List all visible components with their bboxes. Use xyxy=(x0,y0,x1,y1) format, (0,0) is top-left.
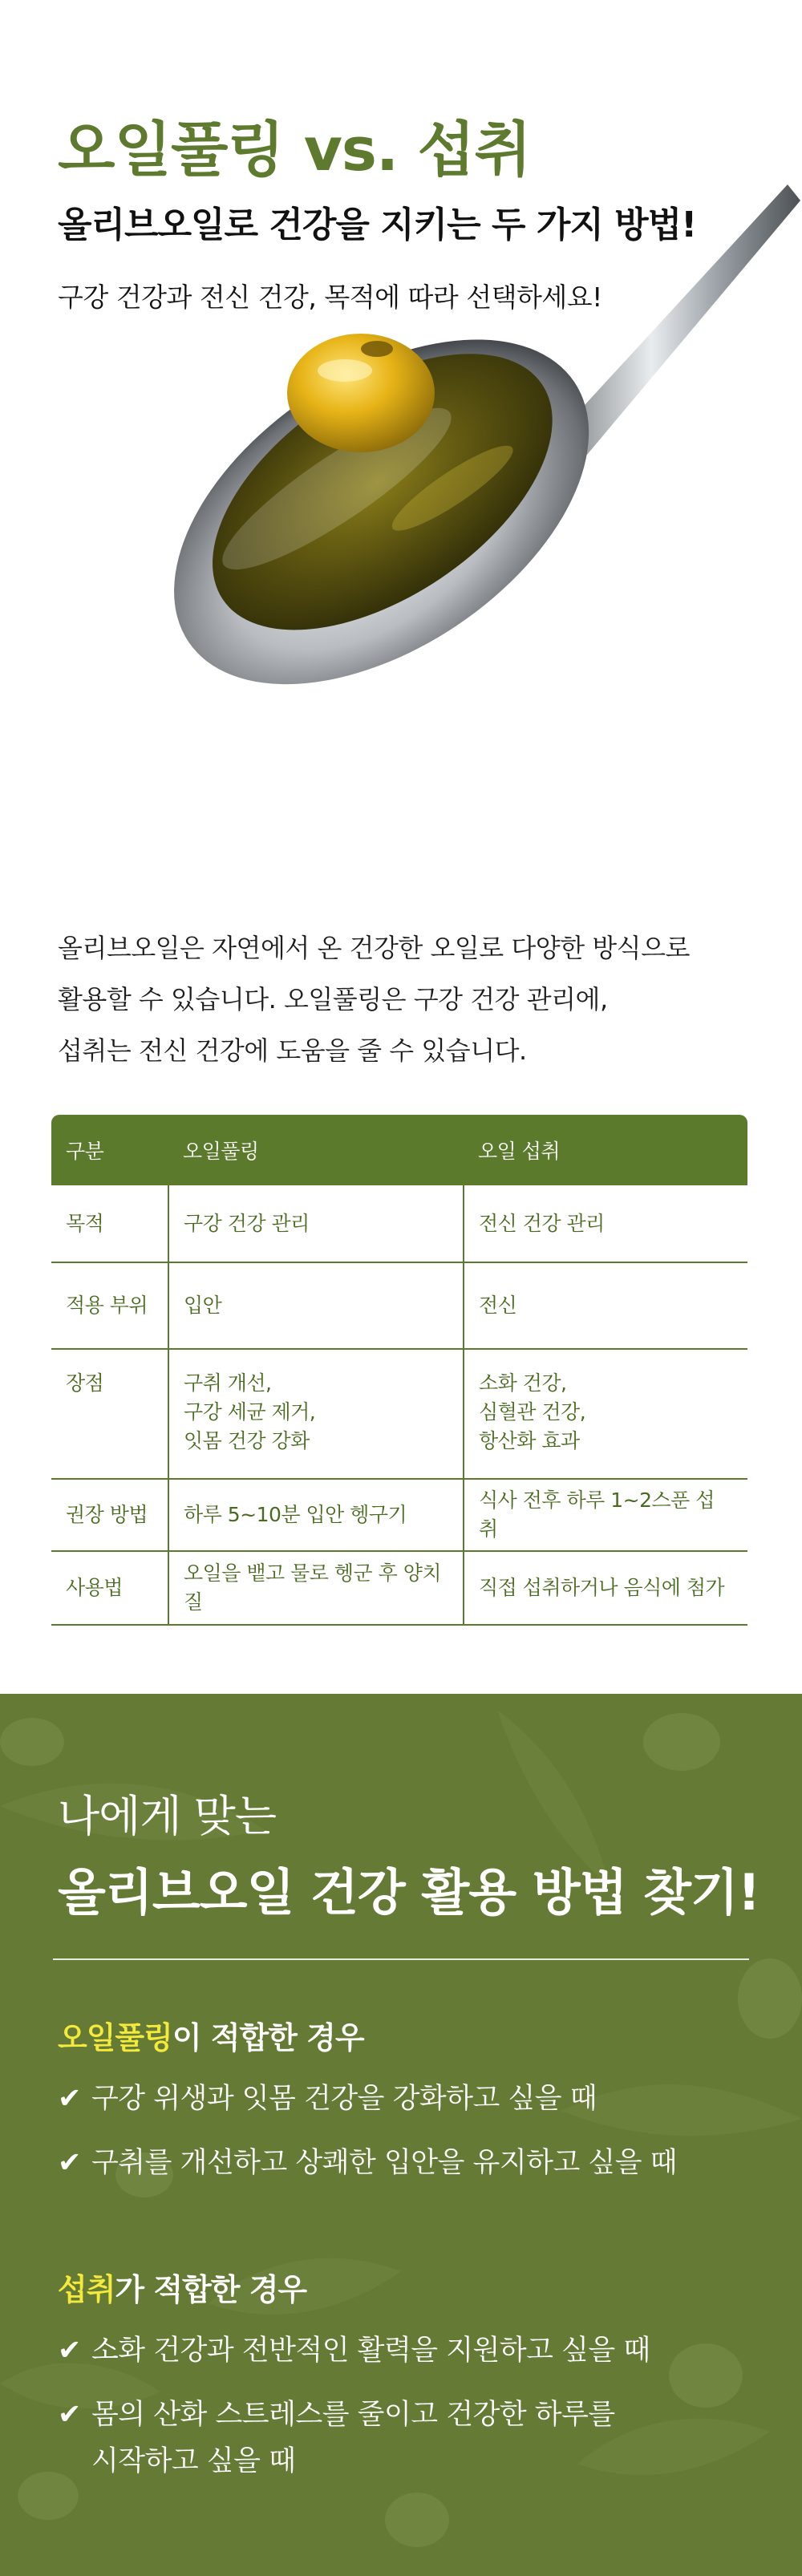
list-item-line: 몸의 산화 스트레스를 줄이고 건강한 하루를 xyxy=(91,2399,615,2431)
pulling-cell: 오일을 뱉고 물로 헹군 후 양치질 xyxy=(168,1551,464,1625)
table-row xyxy=(51,1185,747,1262)
list-item-text: 구취를 개선하고 상쾌한 입안을 유지하고 싶을 때 xyxy=(91,2147,677,2179)
table-row xyxy=(51,1479,747,1551)
intake-case-heading xyxy=(58,2265,306,2309)
lead-text: 구강 건강과 전신 건강, 목적에 따라 선택하세요! xyxy=(58,281,602,313)
pulling-heading-rest: 이 적합한 경우 xyxy=(172,2020,364,2056)
intake-cell: 직접 섭취하거나 음식에 첨가 xyxy=(464,1551,747,1625)
pulling-cell: 하루 5~10분 입안 헹구기 xyxy=(168,1479,464,1551)
pulling-highlight: 오일풀링 xyxy=(58,2020,172,2056)
comparison-table xyxy=(51,1115,747,1626)
cell-line: 소화 건강, xyxy=(479,1371,567,1395)
intake-cell: 식사 전후 하루 1~2스푼 섭취 xyxy=(464,1479,747,1551)
cell-line: 항산화 효과 xyxy=(479,1429,580,1452)
header-oil-pulling: 오일풀링 xyxy=(168,1115,464,1185)
list-item xyxy=(58,2327,650,2374)
cell-line: 심혈관 건강, xyxy=(479,1400,586,1424)
row-label: 장점 xyxy=(51,1349,168,1479)
cell-line: 구강 세균 제거, xyxy=(184,1400,316,1424)
page-title: 오일풀링 vs. 섭취 xyxy=(58,115,531,184)
table-header-row xyxy=(51,1115,747,1185)
divider xyxy=(53,1958,749,1960)
intake-cell: 전신 건강 관리 xyxy=(464,1185,747,1262)
row-label: 적용 부위 xyxy=(51,1262,168,1349)
check-icon: ✔ xyxy=(58,2083,81,2115)
check-icon: ✔ xyxy=(58,2335,81,2367)
intake-heading-rest: 가 적합한 경우 xyxy=(115,2272,307,2307)
table-row xyxy=(51,1551,747,1625)
check-icon: ✔ xyxy=(58,2147,81,2179)
description-line: 섭취는 전신 건강에 도움을 줄 수 있습니다. xyxy=(58,1035,527,1066)
guide-title-line2: 올리브오일 건강 활용 방법 찾기! xyxy=(58,1863,760,1922)
row-label: 사용법 xyxy=(51,1551,168,1625)
guide-section xyxy=(0,1694,802,2576)
list-item-text: 구강 위생과 잇몸 건강을 강화하고 싶을 때 xyxy=(91,2083,597,2115)
pulling-cell: 구강 건강 관리 xyxy=(168,1185,464,1262)
list-item-text: 소화 건강과 전반적인 활력을 지원하고 싶을 때 xyxy=(91,2335,650,2367)
description-line: 활용할 수 있습니다. 오일풀링은 구강 건강 관리에, xyxy=(58,984,608,1015)
header-category: 구분 xyxy=(51,1115,168,1185)
table-row xyxy=(51,1262,747,1349)
list-item-text xyxy=(91,2392,615,2485)
description-line: 올리브오일은 자연에서 온 건강한 오일로 다양한 방식으로 xyxy=(58,933,690,963)
list-item xyxy=(58,2140,677,2186)
table-row xyxy=(51,1349,747,1479)
row-label: 권장 방법 xyxy=(51,1479,168,1551)
description-paragraph xyxy=(58,922,764,1076)
check-icon: ✔ xyxy=(58,2399,81,2431)
intake-cell: 전신 xyxy=(464,1262,747,1349)
list-item-line: 시작하고 싶을 때 xyxy=(91,2445,296,2477)
guide-title-line1: 나에게 맞는 xyxy=(58,1791,276,1841)
pulling-case-heading xyxy=(58,2013,364,2057)
list-item xyxy=(58,2076,597,2122)
intake-cell xyxy=(464,1349,747,1479)
list-item xyxy=(58,2392,615,2485)
cell-line: 잇몸 건강 강화 xyxy=(184,1429,310,1452)
pulling-cell: 입안 xyxy=(168,1262,464,1349)
header-oil-intake: 오일 섭취 xyxy=(464,1115,747,1185)
pulling-cell xyxy=(168,1349,464,1479)
row-label: 목적 xyxy=(51,1185,168,1262)
intake-highlight: 섭취 xyxy=(58,2272,115,2307)
cell-line: 구취 개선, xyxy=(184,1371,272,1395)
page-subtitle: 올리브오일로 건강을 지키는 두 가지 방법! xyxy=(58,205,697,245)
